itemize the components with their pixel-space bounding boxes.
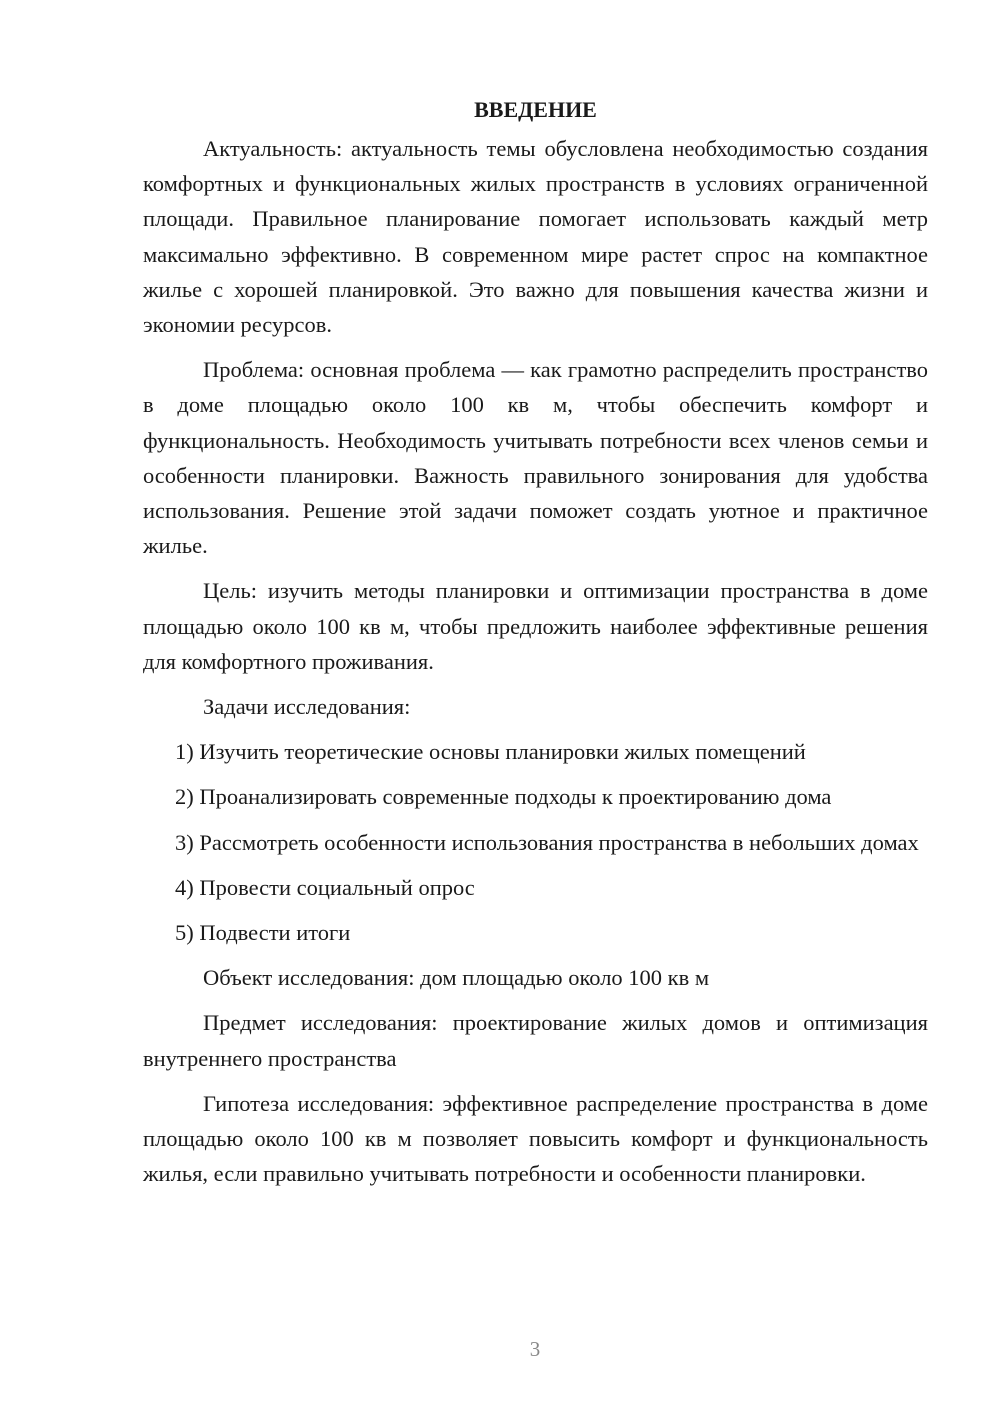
page-content [143, 92, 928, 1201]
goal-paragraph: Цель: изучить методы планировки и оптимизации пространства в доме площадью около 100 кв м, чтобы предложить наиболее эффективные решения для комфортного проживания. [143, 578, 928, 674]
problem-paragraph: Проблема: основная проблема — как грамотно распределить пространство в доме площадью около 100 кв м, чтобы обеспечить комфорт и функциональность. Необходимость учитывать потребности всех членов семьи и особенности планировки. Важность правильного зонирования для удобства использования. Решение этой задачи поможет создать уютное и практичное жилье. [143, 357, 928, 559]
task-item: 4) Провести социальный опрос [175, 874, 475, 900]
task-item: 2) Проанализировать современные подходы к проектированию дома [175, 784, 832, 810]
task-item: 5) Подвести итоги [175, 920, 351, 946]
object-paragraph: Объект исследования: дом площадью около 100 кв м [203, 965, 710, 991]
tasks-heading: Задачи исследования: [203, 694, 411, 720]
task-item: 3) Рассмотреть особенности использования пространства в небольших домах [175, 829, 919, 855]
relevance-paragraph: Актуальность: актуальность темы обусловлена необходимостью создания комфортных и функциональных жилых пространств в условиях ограниченной площади. Правильное планирование помогает использовать каждый метр максимально эффективно. В современном мире растет спрос на компактное жилье с хорошей планировкой. Это важно для повышения качества жизни и экономии ресурсов. [143, 136, 928, 338]
hypothesis-paragraph: Гипотеза исследования: эффективное распределение пространства в доме площадью около 100 кв м позволяет повысить комфорт и функциональность жилья, если правильно учитывать потребности и особенности планировки. [143, 1090, 928, 1187]
subject-paragraph: Предмет исследования: проектирование жилых домов и оптимизация внутреннего пространства [143, 1010, 928, 1071]
task-item: 1) Изучить теоретические основы планировки жилых помещений [175, 739, 806, 765]
page-number: 3 [529, 1337, 541, 1361]
page-title: ВВЕДЕНИЕ [474, 97, 597, 122]
